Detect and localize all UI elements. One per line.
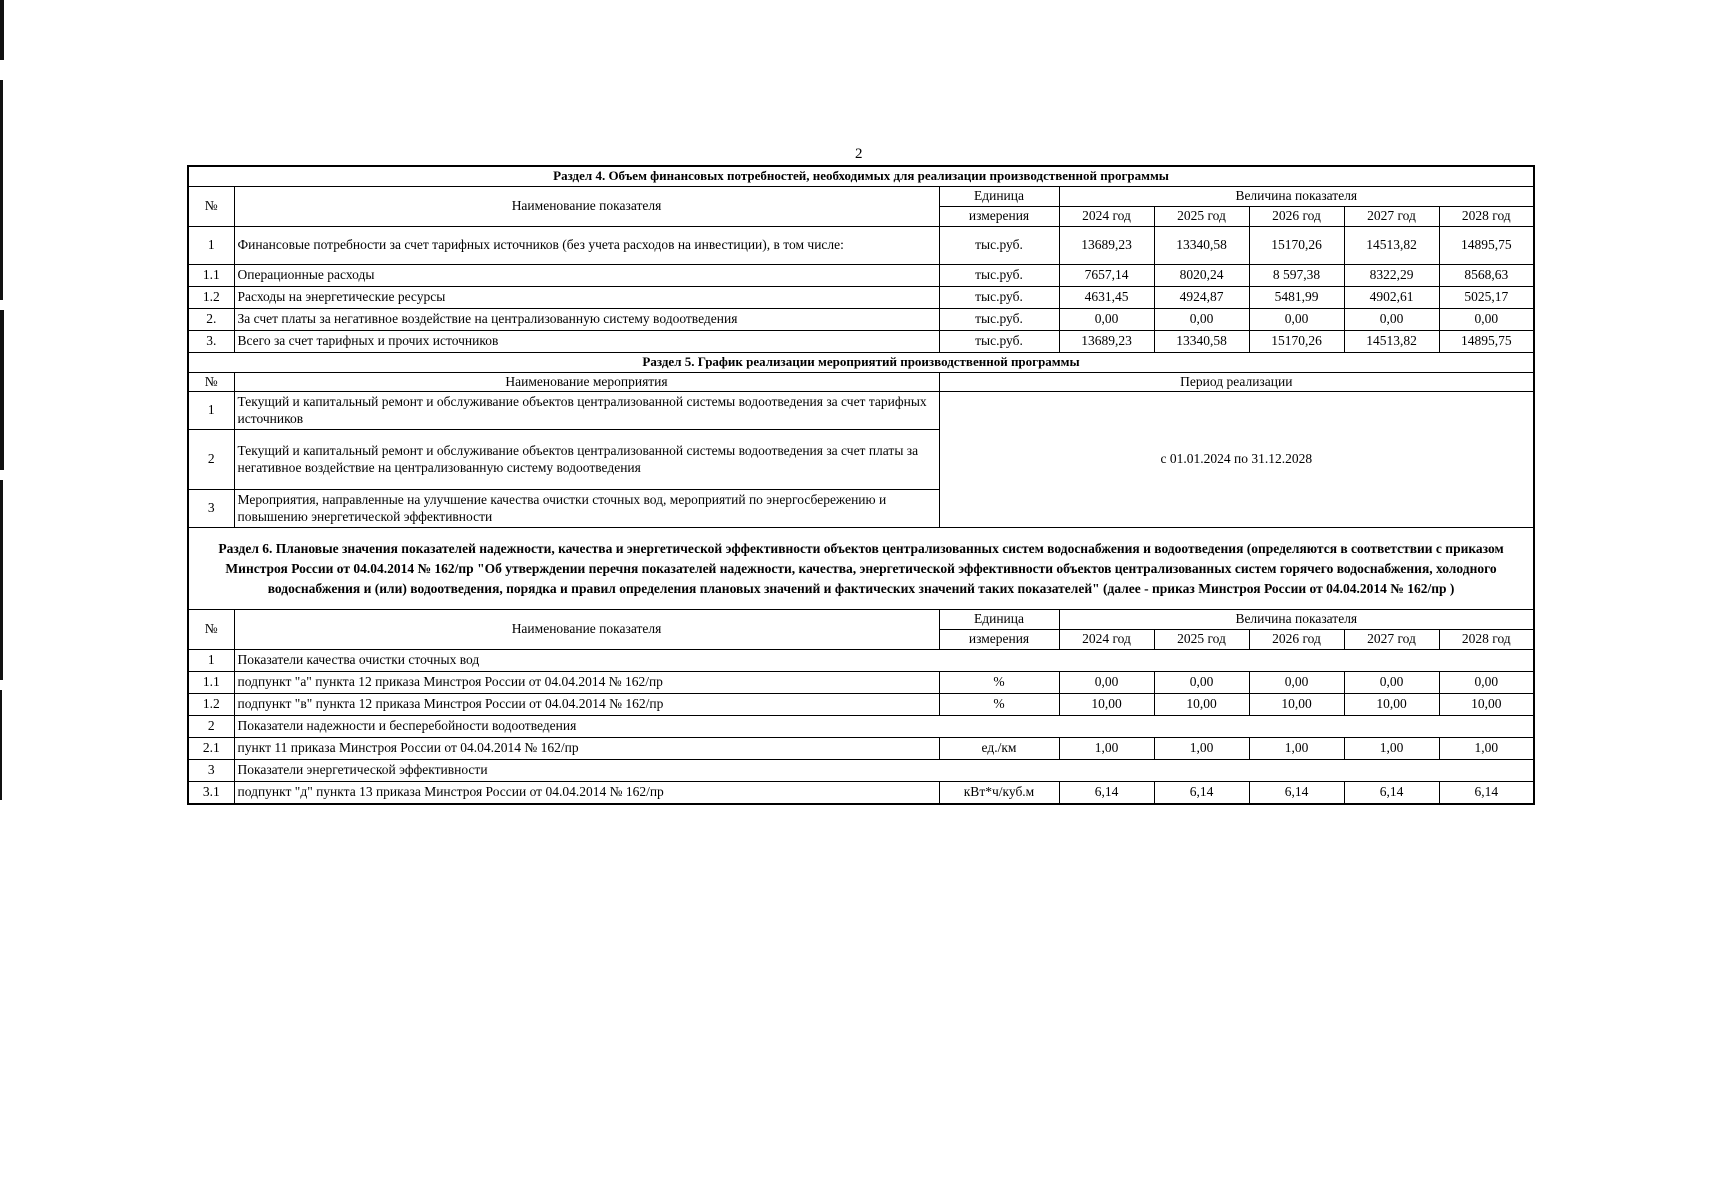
row-value: 10,00 (1344, 694, 1439, 716)
row-value: 8 597,38 (1249, 264, 1344, 286)
table-row (188, 226, 1534, 264)
row-name: пункт 11 приказа Минстроя России от 04.04.2014 № 162/пр (234, 738, 939, 760)
row-value: 8568,63 (1439, 264, 1534, 286)
row-number: 3. (188, 330, 234, 352)
row-unit: тыс.руб. (939, 264, 1059, 286)
col-header-no: № (188, 372, 234, 392)
row-value: 0,00 (1439, 308, 1534, 330)
row-value: 13689,23 (1059, 330, 1154, 352)
table-row (188, 694, 1534, 716)
row-name: подпункт "а" пункта 12 приказа Минстроя России от 04.04.2014 № 162/пр (234, 672, 939, 694)
col-header-name: Наименование показателя (234, 186, 939, 226)
row-value: 1,00 (1439, 738, 1534, 760)
group-number: 1 (188, 650, 234, 672)
col-header-year: 2028 год (1439, 630, 1534, 650)
table-row (188, 330, 1534, 352)
col-header-year: 2024 год (1059, 206, 1154, 226)
col-header-name: Наименование мероприятия (234, 372, 939, 392)
row-value: 4902,61 (1344, 286, 1439, 308)
table-row (188, 286, 1534, 308)
row-number: 1 (188, 226, 234, 264)
row-value: 1,00 (1249, 738, 1344, 760)
section-4-title-row (188, 166, 1534, 186)
col-header-year: 2025 год (1154, 206, 1249, 226)
table-row (188, 782, 1534, 804)
group-row (188, 716, 1534, 738)
row-name: Мероприятия, направленные на улучшение качества очистки сточных вод, мероприятий по энергосбережению и повышению энергетической эффективности (234, 490, 939, 528)
period-value: с 01.01.2024 по 31.12.2028 (939, 392, 1534, 528)
row-number: 1.2 (188, 694, 234, 716)
row-value: 6,14 (1439, 782, 1534, 804)
row-unit: тыс.руб. (939, 226, 1059, 264)
row-number: 1.1 (188, 264, 234, 286)
table-row (188, 392, 1534, 430)
document-table (187, 165, 1535, 805)
col-header-no: № (188, 186, 234, 226)
row-value: 4924,87 (1154, 286, 1249, 308)
group-number: 3 (188, 760, 234, 782)
table-row (188, 672, 1534, 694)
row-value: 8020,24 (1154, 264, 1249, 286)
row-value: 10,00 (1154, 694, 1249, 716)
row-name: Текущий и капитальный ремонт и обслуживание объектов централизованной системы водоотведения за счет платы за негативное воздействие на централизованную систему водоотведения (234, 430, 939, 490)
row-value: 15170,26 (1249, 226, 1344, 264)
col-header-name: Наименование показателя (234, 610, 939, 650)
table-header-row (188, 186, 1534, 206)
group-name: Показатели надежности и бесперебойности водоотведения (234, 716, 1534, 738)
row-unit: % (939, 694, 1059, 716)
row-value: 10,00 (1059, 694, 1154, 716)
row-value: 14513,82 (1344, 330, 1439, 352)
section-5-title: Раздел 5. График реализации мероприятий производственной программы (188, 352, 1534, 372)
row-value: 0,00 (1344, 672, 1439, 694)
row-number: 2 (188, 430, 234, 490)
row-unit: тыс.руб. (939, 308, 1059, 330)
row-unit: % (939, 672, 1059, 694)
row-value: 0,00 (1439, 672, 1534, 694)
row-unit: тыс.руб. (939, 330, 1059, 352)
row-value: 13340,58 (1154, 330, 1249, 352)
row-value: 0,00 (1154, 308, 1249, 330)
row-name: Расходы на энергетические ресурсы (234, 286, 939, 308)
row-number: 1 (188, 392, 234, 430)
col-header-no: № (188, 610, 234, 650)
row-value: 14513,82 (1344, 226, 1439, 264)
row-unit: ед./км (939, 738, 1059, 760)
table-row (188, 738, 1534, 760)
row-number: 1.1 (188, 672, 234, 694)
row-value: 6,14 (1059, 782, 1154, 804)
row-value: 0,00 (1154, 672, 1249, 694)
row-number: 2. (188, 308, 234, 330)
row-value: 1,00 (1059, 738, 1154, 760)
scan-edge (0, 0, 4, 1200)
row-value: 0,00 (1344, 308, 1439, 330)
col-header-year: 2028 год (1439, 206, 1534, 226)
col-header-year: 2027 год (1344, 206, 1439, 226)
row-name: подпункт "в" пункта 12 приказа Минстроя России от 04.04.2014 № 162/пр (234, 694, 939, 716)
row-value: 6,14 (1344, 782, 1439, 804)
col-header-unit: Единица (939, 186, 1059, 206)
row-value: 10,00 (1249, 694, 1344, 716)
col-header-value: Величина показателя (1059, 610, 1534, 630)
row-value: 6,14 (1154, 782, 1249, 804)
row-value: 0,00 (1059, 308, 1154, 330)
section-5-title-row (188, 352, 1534, 372)
col-header-year: 2026 год (1249, 206, 1344, 226)
col-header-year: 2025 год (1154, 630, 1249, 650)
table-header-row (188, 610, 1534, 630)
row-name: За счет платы за негативное воздействие на централизованную систему водоотведения (234, 308, 939, 330)
table-row (188, 264, 1534, 286)
col-header-unit: Единица (939, 610, 1059, 630)
col-header-year: 2024 год (1059, 630, 1154, 650)
section-4-title: Раздел 4. Объем финансовых потребностей, необходимых для реализации производственной программы (188, 166, 1534, 186)
row-unit: кВт*ч/куб.м (939, 782, 1059, 804)
col-header-unit-2: измерения (939, 630, 1059, 650)
page-number: 2 (855, 146, 863, 162)
group-name: Показатели энергетической эффективности (234, 760, 1534, 782)
group-row (188, 650, 1534, 672)
row-name: Финансовые потребности за счет тарифных источников (без учета расходов на инвестиции), в том числе: (234, 226, 939, 264)
section-6-title: Раздел 6. Плановые значения показателей надежности, качества и энергетической эффективности объектов централизованных систем водоснабжения и водоотведения (определяются в соответствии с приказом Минстроя России от 04.04.2014 № 162/пр "Об утверждении перечня показателей надежности, качества, энергетической эффективности объектов централизованных систем горячего водоснабжения, холодного водоснабжения и (или) водоотведения, порядка и правил определения плановых значений и фактических значений таких показателей" (далее - приказ Минстроя России от 04.04.2014 № 162/пр ) (188, 528, 1534, 610)
row-value: 4631,45 (1059, 286, 1154, 308)
row-value: 1,00 (1154, 738, 1249, 760)
row-value: 0,00 (1249, 308, 1344, 330)
group-name: Показатели качества очистки сточных вод (234, 650, 1534, 672)
col-header-year: 2027 год (1344, 630, 1439, 650)
row-value: 6,14 (1249, 782, 1344, 804)
row-value: 13689,23 (1059, 226, 1154, 264)
col-header-period: Период реализации (939, 372, 1534, 392)
row-number: 1.2 (188, 286, 234, 308)
row-unit: тыс.руб. (939, 286, 1059, 308)
row-number: 3.1 (188, 782, 234, 804)
group-number: 2 (188, 716, 234, 738)
col-header-year: 2026 год (1249, 630, 1344, 650)
row-value: 14895,75 (1439, 226, 1534, 264)
row-number: 2.1 (188, 738, 234, 760)
row-value: 0,00 (1059, 672, 1154, 694)
row-name: подпункт "д" пункта 13 приказа Минстроя России от 04.04.2014 № 162/пр (234, 782, 939, 804)
col-header-value: Величина показателя (1059, 186, 1534, 206)
row-value: 1,00 (1344, 738, 1439, 760)
row-number: 3 (188, 490, 234, 528)
row-name: Операционные расходы (234, 264, 939, 286)
row-value: 15170,26 (1249, 330, 1344, 352)
row-name: Всего за счет тарифных и прочих источников (234, 330, 939, 352)
table-row (188, 308, 1534, 330)
row-name: Текущий и капитальный ремонт и обслуживание объектов централизованной системы водоотведения за счет тарифных источников (234, 392, 939, 430)
section-6-title-row (188, 528, 1534, 610)
row-value: 10,00 (1439, 694, 1534, 716)
group-row (188, 760, 1534, 782)
row-value: 5025,17 (1439, 286, 1534, 308)
table-header-row (188, 372, 1534, 392)
row-value: 14895,75 (1439, 330, 1534, 352)
col-header-unit-2: измерения (939, 206, 1059, 226)
row-value: 7657,14 (1059, 264, 1154, 286)
row-value: 5481,99 (1249, 286, 1344, 308)
row-value: 0,00 (1249, 672, 1344, 694)
row-value: 13340,58 (1154, 226, 1249, 264)
row-value: 8322,29 (1344, 264, 1439, 286)
